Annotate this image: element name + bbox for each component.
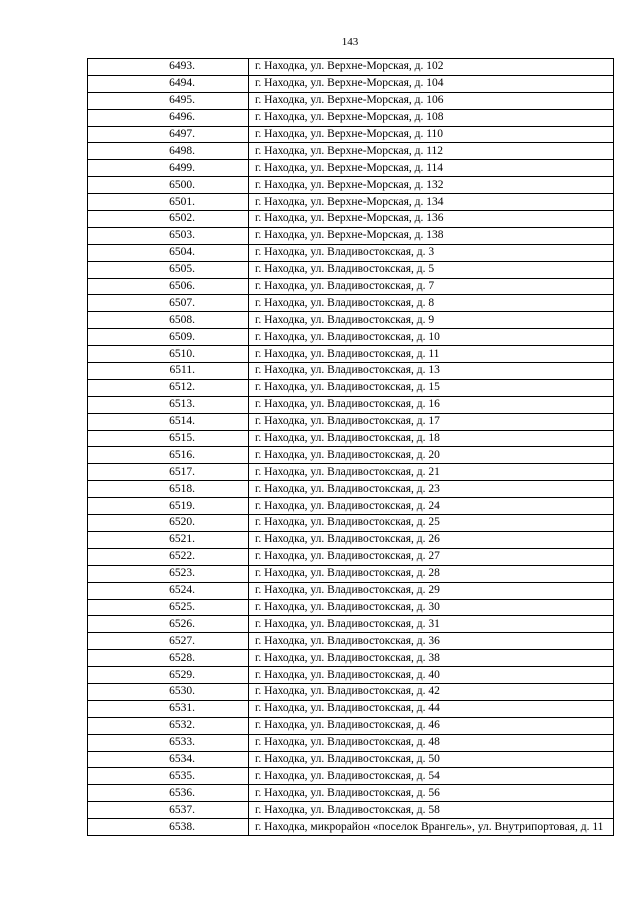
table-row bbox=[88, 177, 614, 194]
row-number: 6522. bbox=[88, 548, 249, 565]
row-number: 6495. bbox=[88, 92, 249, 109]
table-row bbox=[88, 717, 614, 734]
table-row bbox=[88, 126, 614, 143]
row-number: 6505. bbox=[88, 261, 249, 278]
row-address: г. Находка, ул. Владивостокская, д. 16 bbox=[249, 396, 614, 413]
table-row bbox=[88, 700, 614, 717]
row-number: 6500. bbox=[88, 177, 249, 194]
row-address: г. Находка, ул. Владивостокская, д. 36 bbox=[249, 633, 614, 650]
table-row bbox=[88, 734, 614, 751]
table-row bbox=[88, 160, 614, 177]
row-number: 6530. bbox=[88, 683, 249, 700]
row-address: г. Находка, ул. Владивостокская, д. 15 bbox=[249, 379, 614, 396]
row-address: г. Находка, ул. Верхне-Морская, д. 138 bbox=[249, 227, 614, 244]
table-row bbox=[88, 363, 614, 380]
table-row bbox=[88, 346, 614, 363]
table-row bbox=[88, 515, 614, 532]
table-row bbox=[88, 633, 614, 650]
address-table bbox=[87, 58, 614, 836]
row-address: г. Находка, ул. Верхне-Морская, д. 108 bbox=[249, 109, 614, 126]
row-number: 6537. bbox=[88, 802, 249, 819]
table-row bbox=[88, 650, 614, 667]
table-row bbox=[88, 295, 614, 312]
table-row bbox=[88, 430, 614, 447]
table-row bbox=[88, 616, 614, 633]
row-address: г. Находка, ул. Владивостокская, д. 18 bbox=[249, 430, 614, 447]
table-row bbox=[88, 379, 614, 396]
row-address: г. Находка, ул. Владивостокская, д. 54 bbox=[249, 768, 614, 785]
page-number: 143 bbox=[341, 36, 359, 48]
row-address: г. Находка, ул. Владивостокская, д. 42 bbox=[249, 683, 614, 700]
row-number: 6533. bbox=[88, 734, 249, 751]
table-row bbox=[88, 599, 614, 616]
row-address: г. Находка, ул. Верхне-Морская, д. 104 bbox=[249, 75, 614, 92]
row-number: 6534. bbox=[88, 751, 249, 768]
row-number: 6536. bbox=[88, 785, 249, 802]
row-address: г. Находка, ул. Владивостокская, д. 25 bbox=[249, 515, 614, 532]
table-row bbox=[88, 481, 614, 498]
row-number: 6521. bbox=[88, 531, 249, 548]
table-row bbox=[88, 683, 614, 700]
row-number: 6506. bbox=[88, 278, 249, 295]
row-address: г. Находка, ул. Верхне-Морская, д. 110 bbox=[249, 126, 614, 143]
row-address: г. Находка, ул. Владивостокская, д. 7 bbox=[249, 278, 614, 295]
row-address: г. Находка, микрорайон «поселок Врангель», ул. Внутрипортовая, д. 11 bbox=[249, 819, 614, 836]
table-row bbox=[88, 785, 614, 802]
row-address: г. Находка, ул. Верхне-Морская, д. 102 bbox=[249, 59, 614, 76]
row-number: 6497. bbox=[88, 126, 249, 143]
row-number: 6531. bbox=[88, 700, 249, 717]
row-number: 6510. bbox=[88, 346, 249, 363]
table-row bbox=[88, 92, 614, 109]
row-number: 6511. bbox=[88, 363, 249, 380]
table-row bbox=[88, 667, 614, 684]
row-number: 6513. bbox=[88, 396, 249, 413]
table-row bbox=[88, 464, 614, 481]
table-row bbox=[88, 819, 614, 836]
row-number: 6516. bbox=[88, 447, 249, 464]
row-number: 6529. bbox=[88, 667, 249, 684]
row-number: 6496. bbox=[88, 109, 249, 126]
row-address: г. Находка, ул. Владивостокская, д. 8 bbox=[249, 295, 614, 312]
table-row bbox=[88, 498, 614, 515]
row-address: г. Находка, ул. Владивостокская, д. 9 bbox=[249, 312, 614, 329]
row-address: г. Находка, ул. Владивостокская, д. 26 bbox=[249, 531, 614, 548]
table-row bbox=[88, 751, 614, 768]
row-number: 6523. bbox=[88, 565, 249, 582]
row-number: 6524. bbox=[88, 582, 249, 599]
row-number: 6512. bbox=[88, 379, 249, 396]
row-number: 6508. bbox=[88, 312, 249, 329]
table-row bbox=[88, 278, 614, 295]
row-address: г. Находка, ул. Владивостокская, д. 3 bbox=[249, 244, 614, 261]
table-row bbox=[88, 194, 614, 211]
table-row bbox=[88, 768, 614, 785]
row-address: г. Находка, ул. Верхне-Морская, д. 114 bbox=[249, 160, 614, 177]
row-address: г. Находка, ул. Владивостокская, д. 48 bbox=[249, 734, 614, 751]
row-number: 6520. bbox=[88, 515, 249, 532]
row-number: 6515. bbox=[88, 430, 249, 447]
table-row bbox=[88, 413, 614, 430]
table-row bbox=[88, 802, 614, 819]
row-number: 6526. bbox=[88, 616, 249, 633]
table-row bbox=[88, 227, 614, 244]
row-number: 6503. bbox=[88, 227, 249, 244]
row-address: г. Находка, ул. Владивостокская, д. 40 bbox=[249, 667, 614, 684]
row-number: 6514. bbox=[88, 413, 249, 430]
row-number: 6494. bbox=[88, 75, 249, 92]
row-address: г. Находка, ул. Владивостокская, д. 17 bbox=[249, 413, 614, 430]
row-number: 6528. bbox=[88, 650, 249, 667]
row-number: 6507. bbox=[88, 295, 249, 312]
row-address: г. Находка, ул. Владивостокская, д. 20 bbox=[249, 447, 614, 464]
row-address: г. Находка, ул. Владивостокская, д. 50 bbox=[249, 751, 614, 768]
table-row bbox=[88, 548, 614, 565]
table-row bbox=[88, 143, 614, 160]
row-number: 6517. bbox=[88, 464, 249, 481]
row-number: 6527. bbox=[88, 633, 249, 650]
row-address: г. Находка, ул. Владивостокская, д. 13 bbox=[249, 363, 614, 380]
row-number: 6499. bbox=[88, 160, 249, 177]
table-row bbox=[88, 261, 614, 278]
row-number: 6493. bbox=[88, 59, 249, 76]
row-number: 6525. bbox=[88, 599, 249, 616]
row-number: 6532. bbox=[88, 717, 249, 734]
row-address: г. Находка, ул. Владивостокская, д. 29 bbox=[249, 582, 614, 599]
row-address: г. Находка, ул. Владивостокская, д. 23 bbox=[249, 481, 614, 498]
row-address: г. Находка, ул. Владивостокская, д. 38 bbox=[249, 650, 614, 667]
row-address: г. Находка, ул. Владивостокская, д. 5 bbox=[249, 261, 614, 278]
row-address: г. Находка, ул. Владивостокская, д. 56 bbox=[249, 785, 614, 802]
row-number: 6535. bbox=[88, 768, 249, 785]
row-address: г. Находка, ул. Владивостокская, д. 21 bbox=[249, 464, 614, 481]
row-address: г. Находка, ул. Владивостокская, д. 31 bbox=[249, 616, 614, 633]
row-address: г. Находка, ул. Верхне-Морская, д. 136 bbox=[249, 211, 614, 228]
row-number: 6502. bbox=[88, 211, 249, 228]
table-row bbox=[88, 211, 614, 228]
table-row bbox=[88, 75, 614, 92]
row-number: 6501. bbox=[88, 194, 249, 211]
row-number: 6498. bbox=[88, 143, 249, 160]
table-row bbox=[88, 312, 614, 329]
row-number: 6519. bbox=[88, 498, 249, 515]
row-address: г. Находка, ул. Владивостокская, д. 46 bbox=[249, 717, 614, 734]
row-address: г. Находка, ул. Владивостокская, д. 28 bbox=[249, 565, 614, 582]
table-row bbox=[88, 329, 614, 346]
row-address: г. Находка, ул. Верхне-Морская, д. 134 bbox=[249, 194, 614, 211]
row-address: г. Находка, ул. Владивостокская, д. 24 bbox=[249, 498, 614, 515]
table-row bbox=[88, 244, 614, 261]
row-number: 6538. bbox=[88, 819, 249, 836]
row-number: 6518. bbox=[88, 481, 249, 498]
row-address: г. Находка, ул. Владивостокская, д. 10 bbox=[249, 329, 614, 346]
table-row bbox=[88, 396, 614, 413]
row-address: г. Находка, ул. Верхне-Морская, д. 106 bbox=[249, 92, 614, 109]
row-address: г. Находка, ул. Владивостокская, д. 27 bbox=[249, 548, 614, 565]
table-row bbox=[88, 59, 614, 76]
row-address: г. Находка, ул. Владивостокская, д. 44 bbox=[249, 700, 614, 717]
table-row bbox=[88, 447, 614, 464]
row-address: г. Находка, ул. Верхне-Морская, д. 132 bbox=[249, 177, 614, 194]
row-number: 6509. bbox=[88, 329, 249, 346]
row-number: 6504. bbox=[88, 244, 249, 261]
row-address: г. Находка, ул. Владивостокская, д. 11 bbox=[249, 346, 614, 363]
row-address: г. Находка, ул. Верхне-Морская, д. 112 bbox=[249, 143, 614, 160]
table-row bbox=[88, 531, 614, 548]
table-row bbox=[88, 582, 614, 599]
row-address: г. Находка, ул. Владивостокская, д. 58 bbox=[249, 802, 614, 819]
table-row bbox=[88, 109, 614, 126]
table-row bbox=[88, 565, 614, 582]
row-address: г. Находка, ул. Владивостокская, д. 30 bbox=[249, 599, 614, 616]
